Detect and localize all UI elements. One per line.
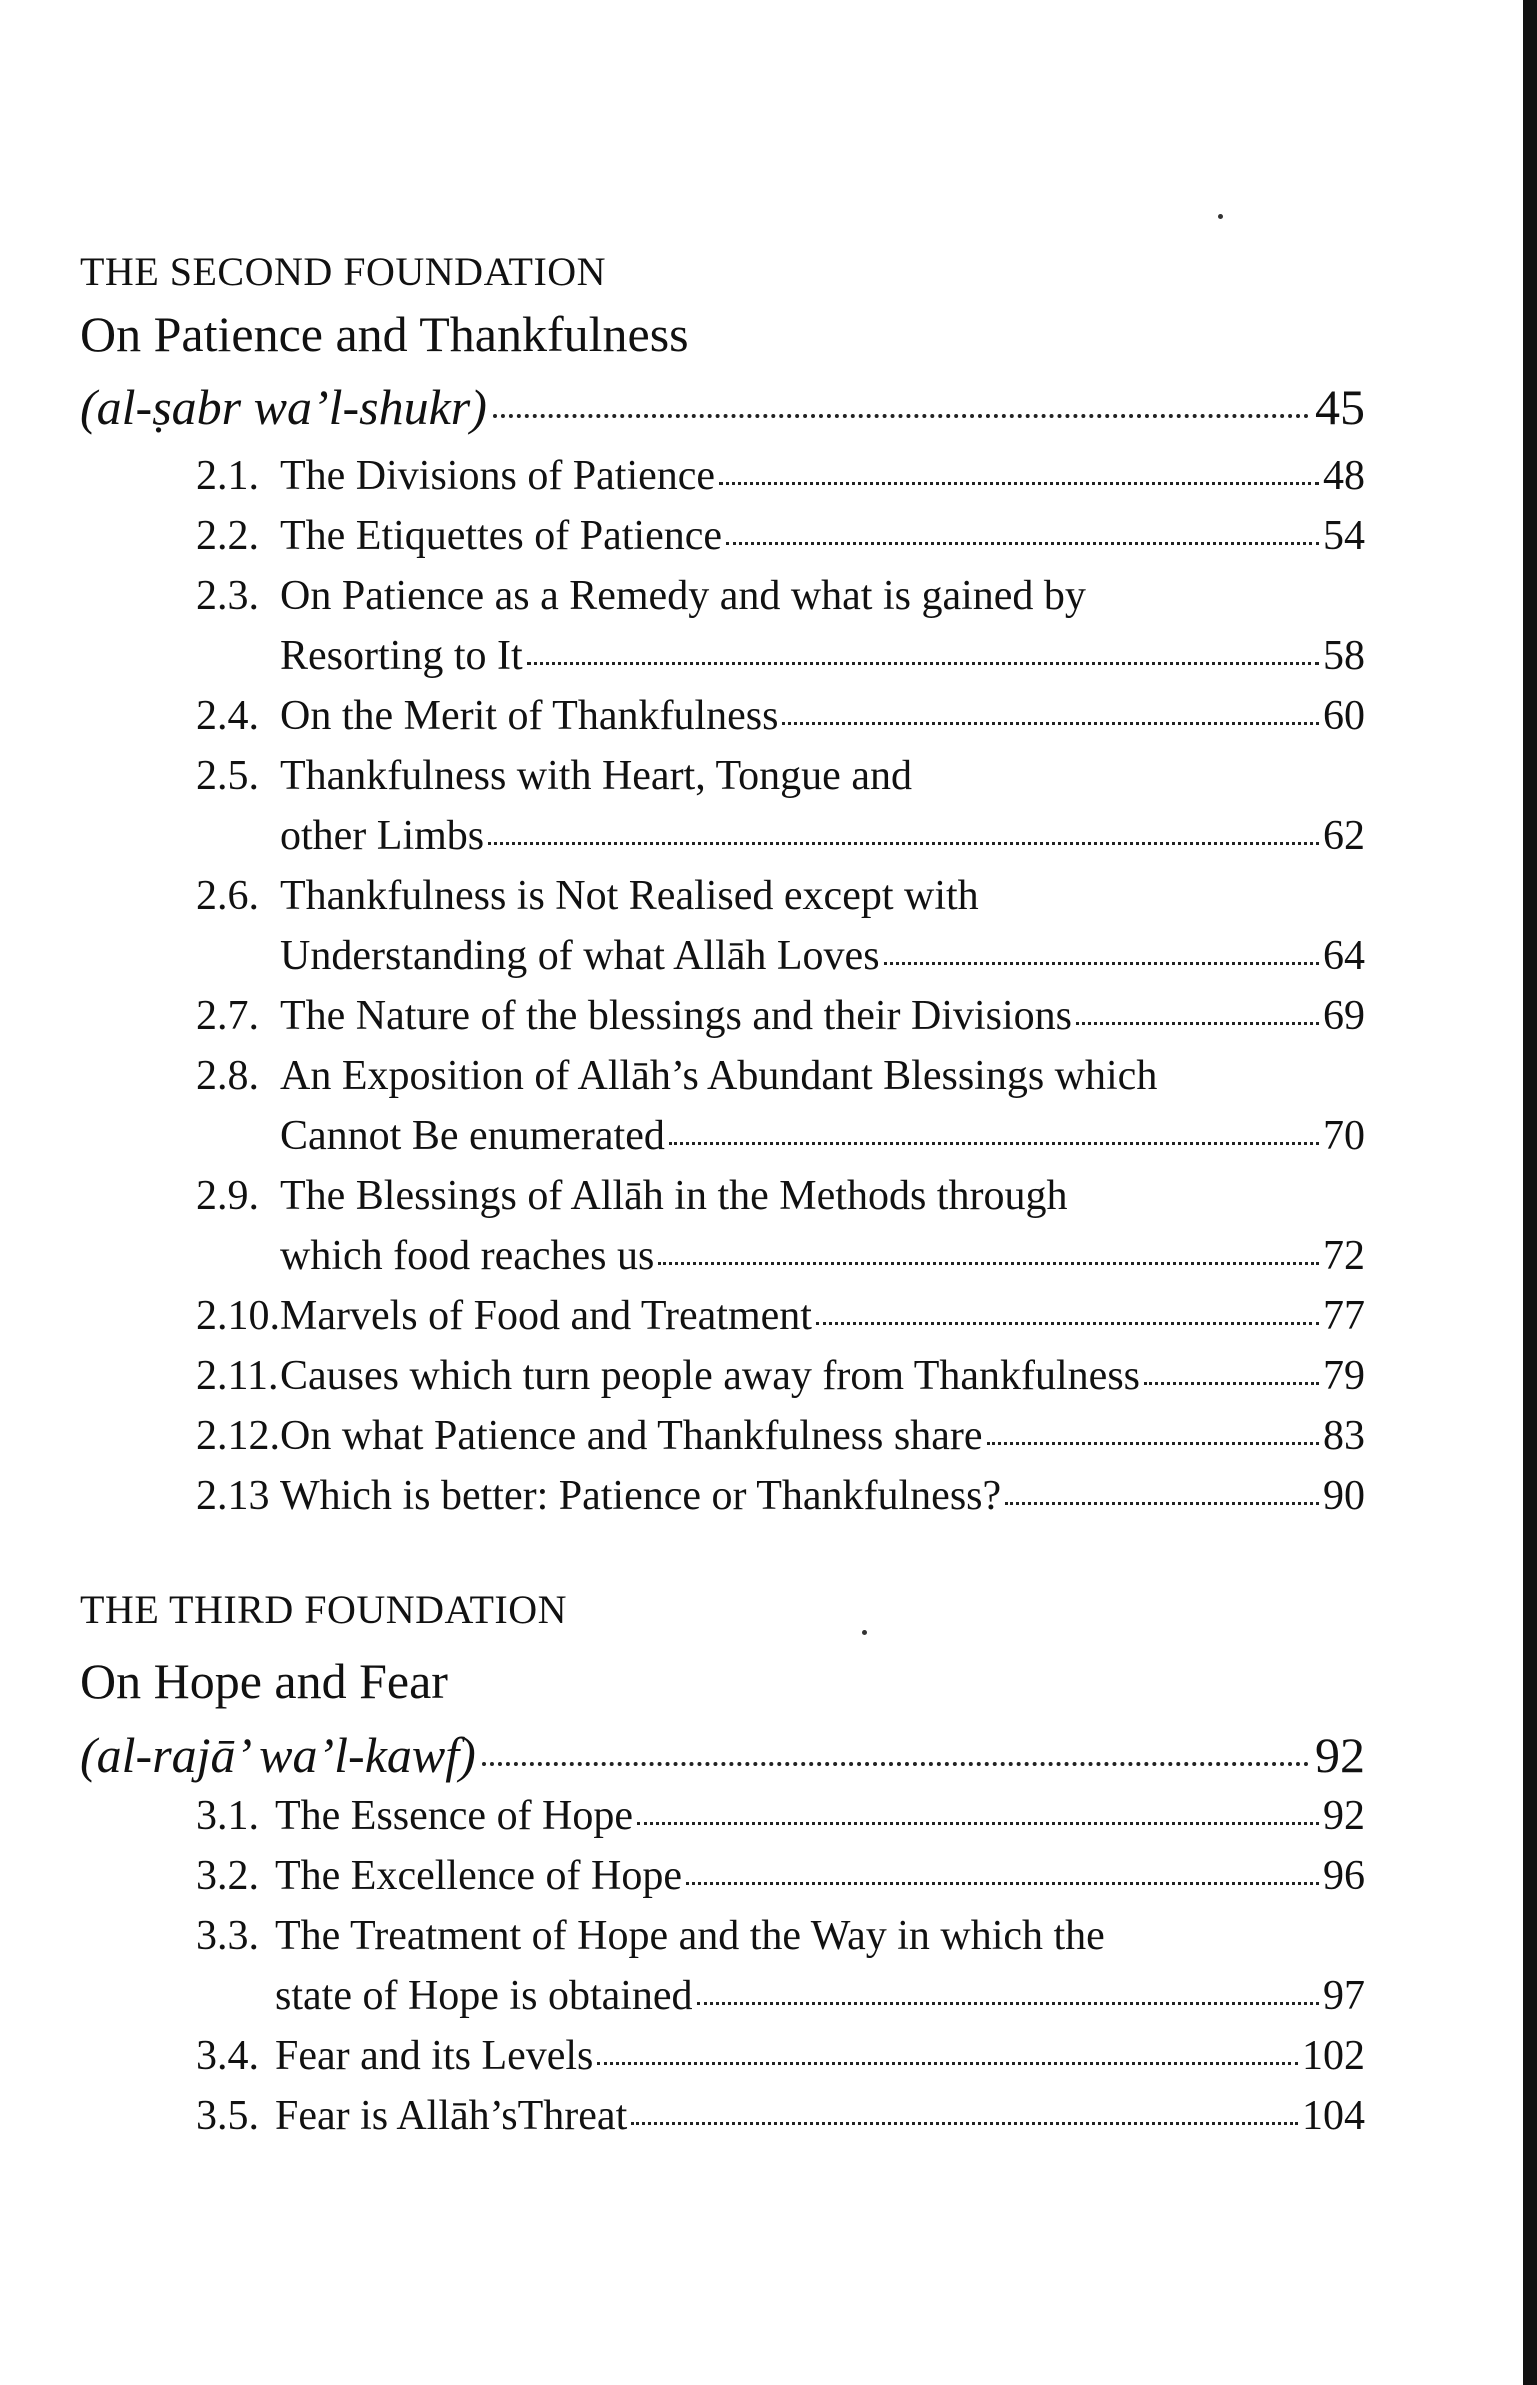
- toc-entry: [196, 1046, 1365, 1166]
- section-transliteration: (al-ṣabr wa’l-shukr): [80, 379, 487, 435]
- toc-entry-title: Fear is Allāh’sThreat: [275, 2093, 628, 2139]
- toc-entry-title: The Blessings of Allāh in the Methods through: [280, 1173, 1068, 1219]
- toc-entry: [196, 1406, 1365, 1466]
- toc-entry-page-number: 102: [1302, 2033, 1365, 2079]
- toc-entry-page-number: 92: [1323, 1793, 1365, 1839]
- toc-entry-title: Thankfulness is Not Realised except with: [280, 873, 979, 919]
- leader-dots: [493, 414, 1309, 418]
- toc-entry-title: An Exposition of Allāh’s Abundant Blessings which: [280, 1053, 1158, 1099]
- leader-dots: [482, 1762, 1309, 1766]
- leader-dots: [1076, 1022, 1319, 1025]
- toc-entry-number: 3.5.: [196, 2093, 259, 2139]
- leader-dots: [782, 722, 1319, 725]
- leader-dots: [631, 2122, 1298, 2125]
- toc-entry-number: 2.11.: [196, 1353, 279, 1399]
- toc-entry: [196, 2026, 1365, 2086]
- leader-dots: [527, 662, 1319, 665]
- section-subtitle-row: [80, 378, 1365, 436]
- toc-entry-number: 2.6.: [196, 873, 259, 919]
- toc-entry: [196, 506, 1365, 566]
- toc-entry: [196, 746, 1365, 866]
- toc-entry-title: other Limbs: [280, 813, 485, 859]
- leader-dots: [816, 1322, 1319, 1325]
- toc-entry: [196, 1846, 1365, 1906]
- toc-entry-number: 2.4.: [196, 693, 259, 739]
- toc-entry-number: 2.3.: [196, 573, 259, 619]
- toc-entry: [196, 686, 1365, 746]
- toc-entry-page-number: 90: [1323, 1473, 1365, 1519]
- toc-entry-title: Understanding of what Allāh Loves: [280, 933, 880, 979]
- leader-dots: [697, 2002, 1319, 2005]
- toc-entry-number: 2.13: [196, 1473, 270, 1519]
- section-subtitle-row: [80, 1726, 1365, 1784]
- toc-entry: [196, 566, 1365, 686]
- toc-entry: [196, 1466, 1365, 1526]
- toc-entry-number: 3.4.: [196, 2033, 259, 2079]
- toc-entry-number: 2.8.: [196, 1053, 259, 1099]
- toc-entry-title: state of Hope is obtained: [275, 1973, 693, 2019]
- toc-entry-number: 3.1.: [196, 1793, 259, 1839]
- toc-entry-number: 2.10.: [196, 1293, 280, 1339]
- toc-entry-page-number: 79: [1323, 1353, 1365, 1399]
- toc-entry-page-number: 72: [1323, 1233, 1365, 1279]
- toc-entry-title: Cannot Be enumerated: [280, 1113, 665, 1159]
- toc-entry-page-number: 48: [1323, 453, 1365, 499]
- toc-entry-title: The Excellence of Hope: [275, 1853, 682, 1899]
- toc-entry-number: 2.7.: [196, 993, 259, 1039]
- toc-entry-title: The Treatment of Hope and the Way in which the: [275, 1913, 1105, 1959]
- leader-dots: [686, 1882, 1319, 1885]
- toc-entry: [196, 866, 1365, 986]
- toc-entry-title: The Nature of the blessings and their Divisions: [280, 993, 1073, 1039]
- leader-dots: [1005, 1502, 1319, 1505]
- section-transliteration: (al-rajā’ wa’l-kawf): [80, 1727, 476, 1783]
- toc-entry-number: 2.9.: [196, 1173, 259, 1219]
- toc-entry: [196, 2086, 1365, 2146]
- leader-dots: [488, 842, 1319, 845]
- toc-entry-title: Fear and its Levels: [275, 2033, 594, 2079]
- toc-entry-title: Marvels of Food and Treatment: [280, 1293, 812, 1339]
- leader-dots: [726, 542, 1319, 545]
- leader-dots: [884, 962, 1319, 965]
- toc-entry-number: 2.1.: [196, 453, 259, 499]
- toc-entry-page-number: 62: [1323, 813, 1365, 859]
- toc-entry-page-number: 97: [1323, 1973, 1365, 2019]
- toc-entry-page-number: 77: [1323, 1293, 1365, 1339]
- leader-dots: [1144, 1382, 1319, 1385]
- toc-entry-page-number: 104: [1302, 2093, 1365, 2139]
- leader-dots: [637, 1822, 1319, 1825]
- leader-dots: [669, 1142, 1319, 1145]
- section-title: On Patience and Thankfulness: [80, 306, 689, 362]
- toc-entry-page-number: 54: [1323, 513, 1365, 559]
- toc-entry: [196, 1786, 1365, 1846]
- page-edge-shadow: [1523, 0, 1537, 2385]
- toc-entry-page-number: 60: [1323, 693, 1365, 739]
- toc-entry-number: 2.2.: [196, 513, 259, 559]
- toc-entry-title: Thankfulness with Heart, Tongue and: [280, 753, 912, 799]
- section-title: On Hope and Fear: [80, 1653, 448, 1709]
- toc-entry: [196, 1906, 1365, 2026]
- toc-entry: [196, 1286, 1365, 1346]
- section-page-number: 45: [1315, 379, 1365, 435]
- toc-entry-number: 3.2.: [196, 1853, 259, 1899]
- scan-speck: [1218, 214, 1223, 219]
- section-label: THE SECOND FOUNDATION: [80, 249, 607, 294]
- toc-entry: [196, 986, 1365, 1046]
- toc-entry-title: The Essence of Hope: [275, 1793, 634, 1839]
- toc-entry-title: which food reaches us: [280, 1233, 655, 1279]
- scan-speck: [862, 1630, 867, 1635]
- toc-entry-title: Which is better: Patience or Thankfulness?: [280, 1473, 1002, 1519]
- toc-entry-title: On what Patience and Thankfulness share: [280, 1413, 983, 1459]
- toc-entry-title: On the Merit of Thankfulness: [280, 693, 779, 739]
- toc-entry-page-number: 58: [1323, 633, 1365, 679]
- toc-entry-number: 3.3.: [196, 1913, 259, 1959]
- section-label: THE THIRD FOUNDATION: [80, 1587, 568, 1632]
- toc-entry-title: On Patience as a Remedy and what is gained by: [280, 573, 1086, 619]
- section-page-number: 92: [1315, 1727, 1365, 1783]
- toc-entry-title: The Etiquettes of Patience: [280, 513, 723, 559]
- leader-dots: [987, 1442, 1319, 1445]
- toc-entry-page-number: 64: [1323, 933, 1365, 979]
- leader-dots: [658, 1262, 1319, 1265]
- toc-entry-number: 2.5.: [196, 753, 259, 799]
- toc-entry-page-number: 83: [1323, 1413, 1365, 1459]
- toc-entry-title: Resorting to It: [280, 633, 523, 679]
- toc-entry: [196, 446, 1365, 506]
- toc-entry: [196, 1346, 1365, 1406]
- toc-entry-title: The Divisions of Patience: [280, 453, 716, 499]
- toc-entry-title: Causes which turn people away from Thankfulness: [280, 1353, 1141, 1399]
- toc-entry-page-number: 96: [1323, 1853, 1365, 1899]
- leader-dots: [597, 2062, 1298, 2065]
- toc-entry-page-number: 69: [1323, 993, 1365, 1039]
- toc-entry: [196, 1166, 1365, 1286]
- leader-dots: [719, 482, 1319, 485]
- toc-entry-number: 2.12.: [196, 1413, 280, 1459]
- toc-entry-page-number: 70: [1323, 1113, 1365, 1159]
